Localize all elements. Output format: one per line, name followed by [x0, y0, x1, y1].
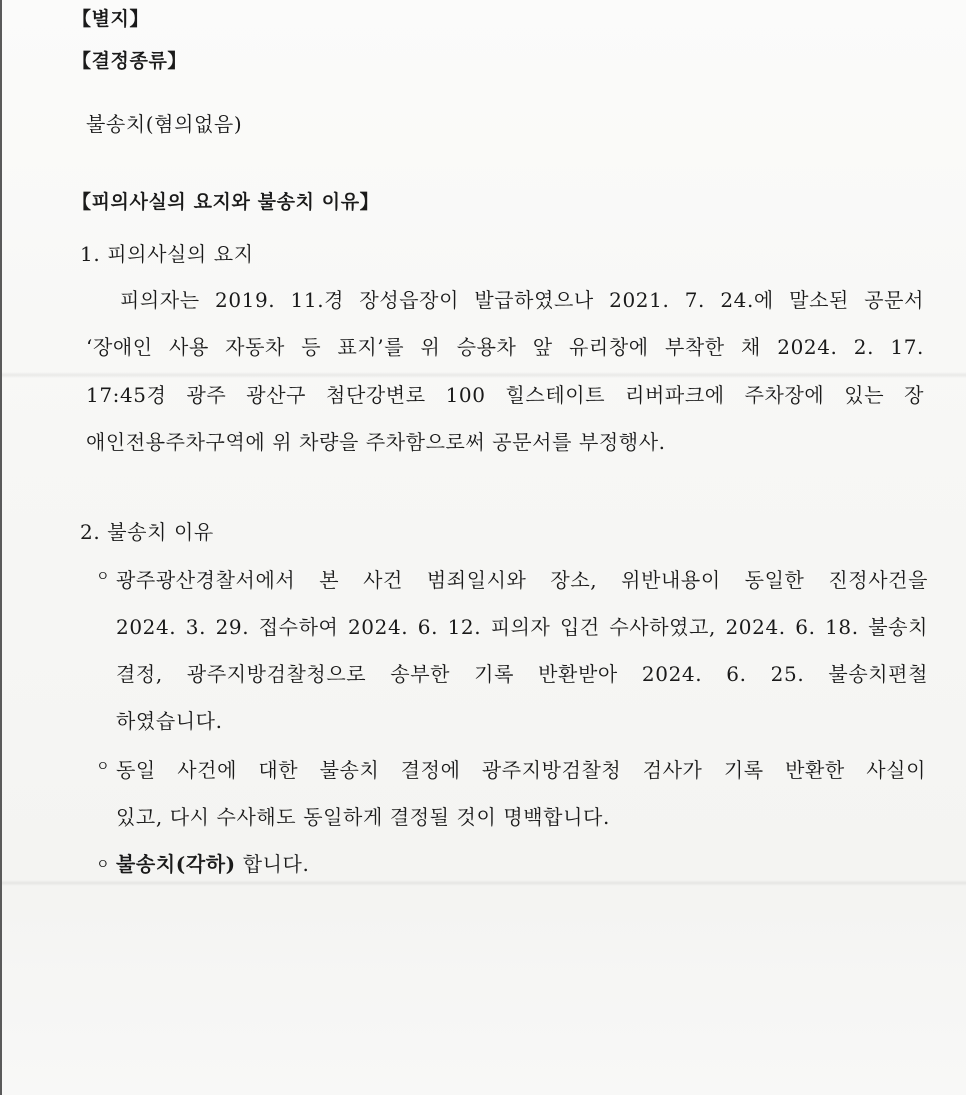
paper-fold [2, 372, 966, 378]
section1-line: 17:45경 광주 광산구 첨단강변로 100 힐스테이트 리버파크에 주차장에 있는 장 [86, 383, 924, 407]
bullet-item-2 [96, 754, 116, 778]
bullet-item-1-line: 하였습니다. [116, 709, 223, 733]
section1-line: 피의자는 2019. 11.경 장성읍장이 발급하였으나 2021. 7. 24.에 말소된 공문서 [120, 288, 924, 312]
bullet-item-1 [96, 564, 116, 588]
attachment-heading: 【별지】 [72, 8, 150, 30]
section1-title: 1. 피의사실의 요지 [80, 242, 254, 266]
bullet-item-2-line: 있고, 다시 수사해도 동일하게 결정될 것이 명백합니다. [116, 805, 610, 829]
bullet-item-1-line: 2024. 3. 29. 접수하여 2024. 6. 12. 피의자 입건 수사하였고, 2024. 6. 18. 불송치 [116, 615, 928, 639]
bullet-symbol: ㅇ [96, 569, 111, 585]
section2-title: 2. 불송치 이유 [80, 520, 214, 544]
bullet-item-1-line: 결정, 광주지방검찰청으로 송부한 기록 반환받아 2024. 6. 25. 불송치편철 [116, 662, 928, 686]
bullet-item-1-line: 광주광산경찰서에서 본 사건 범죄일시와 장소, 위반내용이 동일한 진정사건을 [116, 568, 928, 592]
bullet-item-2-line: 동일 사건에 대한 불송치 결정에 광주지방검찰청 검사가 기록 반환한 사실이 [116, 758, 926, 782]
summary-and-reason-heading: 【피의사실의 요지와 불송치 이유】 [72, 191, 380, 213]
paper-fold [2, 880, 966, 886]
section1-line: ‘장애인 사용 자동차 등 표지’를 위 승용차 앞 유리창에 부착한 채 2024. 2. 17. [86, 335, 924, 359]
bullet-symbol: ㅇ [96, 759, 111, 775]
decision-type-heading: 【결정종류】 [72, 50, 188, 72]
bullet-symbol: ㅇ [96, 857, 111, 873]
section1-line: 애인전용주차구역에 위 차량을 주차함으로써 공문서를 부정행사. [86, 430, 666, 454]
bullet-item-3 [96, 848, 309, 877]
decision-type-value: 불송치(혐의없음) [86, 112, 243, 136]
decision-bold-text: 불송치(각하) [116, 852, 236, 876]
decision-rest-text: 합니다. [235, 852, 310, 876]
